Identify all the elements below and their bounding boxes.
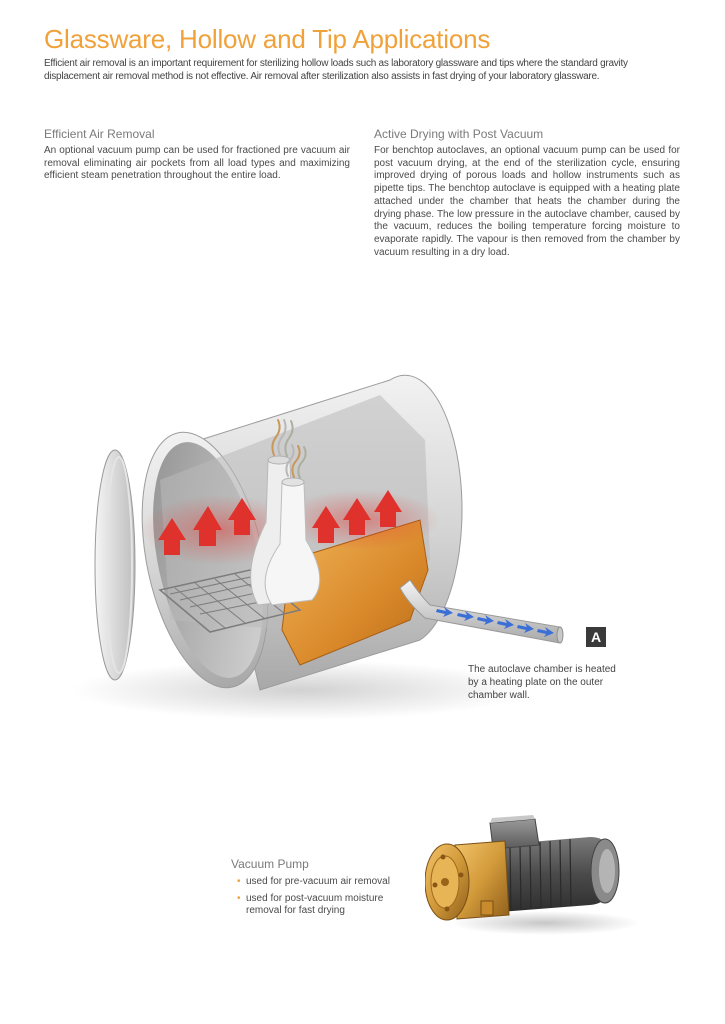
bullet-icon: • (237, 876, 241, 887)
page-title: Glassware, Hollow and Tip Applications (44, 24, 491, 54)
chamber-door (95, 450, 135, 680)
vacuum-pump-list (237, 876, 417, 922)
heating-caption: The autoclave chamber is heated by a heating plate on the outer chamber wall. (468, 664, 616, 701)
intro-text: Efficient air removal is an important requirement for sterilizing hollow loads such as laboratory glassware and tips where the standard gravity displacement air removal method is not effective. Air removal after sterilization also assists in fast drying of your laboratory glassware. (44, 58, 628, 82)
list-item-text: used for post-vacuum moisture removal for fast drying (246, 892, 384, 916)
pump-head (425, 841, 509, 920)
post-vacuum-text: For benchtop autoclaves, an optional vacuum pump can be used for post vacuum drying, at the end of the sterilization cycle, ensuring improved drying of porous loads and hollow instruments such as pipette tips. The benchtop autoclave is equipped with a heating plate attached under the chamber that heats the chamber during the drying phase. The low pressure in the autoclave chamber, caused by the vacuum, reduces the boiling temperature forcing moisture to evaporate rapidly. The vapour is then removed from the chamber by vacuum resulting in a dry load. (374, 145, 680, 258)
vacuum-pump-heading: Vacuum Pump (231, 857, 309, 871)
vacuum-pump-image (425, 815, 640, 940)
post-vacuum-heading: Active Drying with Post Vacuum (374, 127, 544, 141)
marker-a-badge: A (586, 627, 606, 647)
list-item (237, 893, 417, 918)
list-item (237, 876, 417, 889)
air-removal-heading: Efficient Air Removal (44, 127, 155, 141)
bullet-icon: • (237, 892, 241, 904)
pump-motor (495, 837, 619, 912)
air-removal-text: An optional vacuum pump can be used for fractioned pre vacuum air removal eliminating air pockets from all load types and maximizing efficient steam penetration throughout the entire load. (44, 145, 350, 182)
list-item-text: used for pre-vacuum air removal (246, 876, 390, 887)
